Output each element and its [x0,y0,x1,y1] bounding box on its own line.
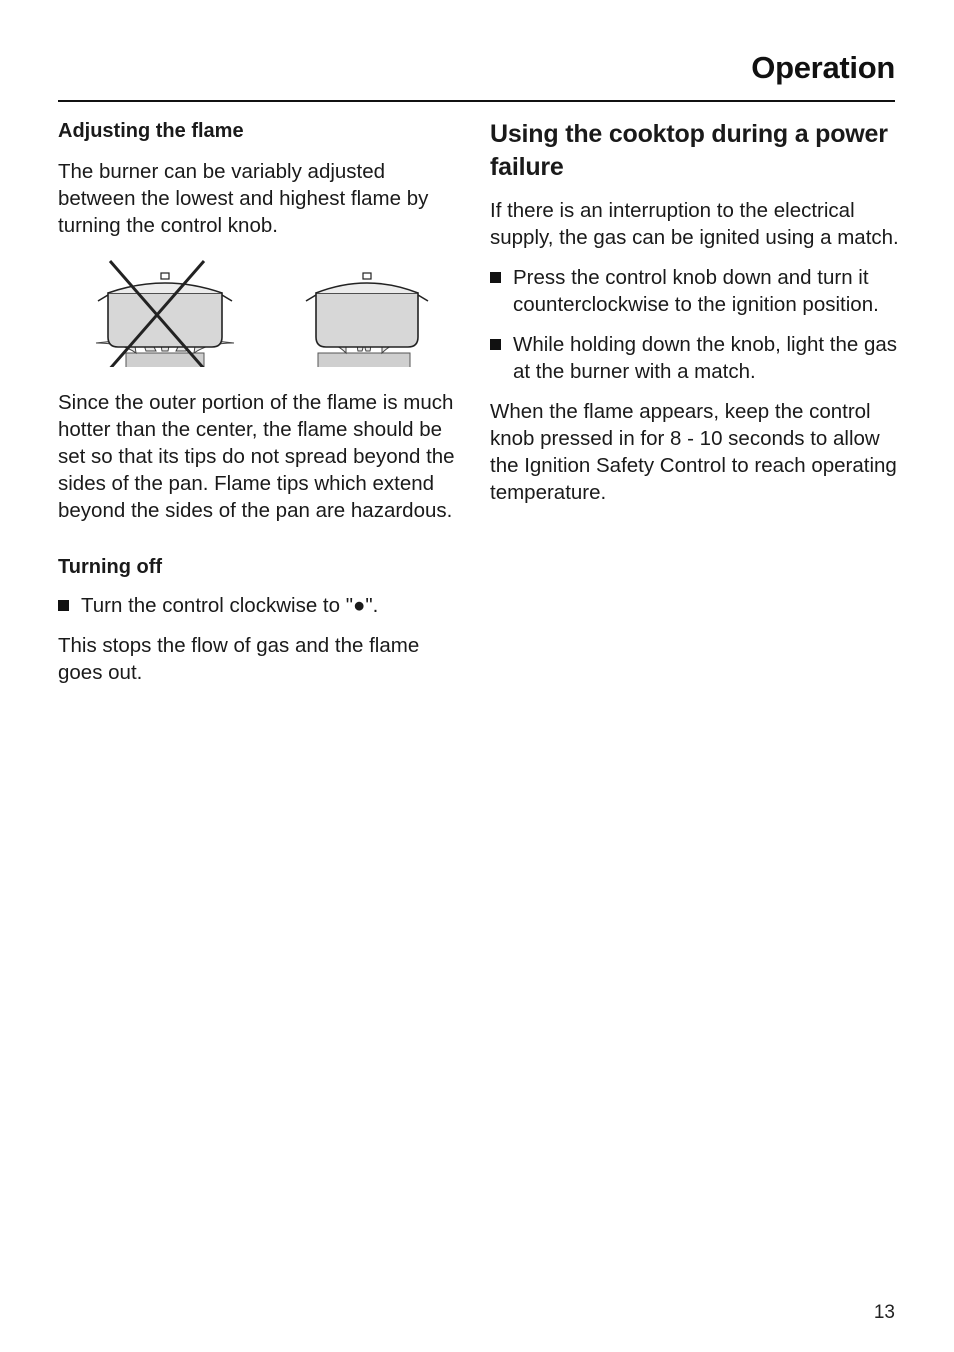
power-failure-step [490,331,900,385]
bullet-square-icon [490,339,501,350]
turning-off-result: This stops the flow of gas and the flame goes out. [58,634,420,684]
power-failure-intro: If there is an interruption to the electrical supply, the gas can be ignited using a match. [490,198,899,249]
flame-illustration [58,255,468,367]
power-failure-step-text: Press the control knob down and turn it counterclockwise to the ignition position. [513,265,879,316]
turning-off-heading: Turning off [58,556,163,578]
power-failure-step [490,264,900,318]
turning-off-step [58,592,468,619]
power-failure-step-text: While holding down the knob, light the gas at the burner with a match. [513,332,898,383]
adjusting-heading: Adjusting the flame [58,120,244,142]
power-failure-note: When the flame appears, keep the control knob pressed in for 8 - 10 seconds to allow the Ignition Safety Control to reach operating temperature. [490,399,897,504]
correct-flame-example [276,273,452,367]
turning-off-step-text: Turn the control clockwise to "●". [81,594,379,617]
header-rule [58,100,895,102]
page-number: 13 [873,1302,895,1323]
adjusting-intro: The burner can be variably adjusted between the lowest and highest flame by turning the control knob. [58,160,429,237]
bullet-square-icon [58,600,69,611]
page-title: Operation [751,50,895,85]
flame-size-diagram [58,255,468,367]
wrong-flame-example [70,261,246,367]
right-column [490,118,900,519]
adjusting-explanation: Since the outer portion of the flame is much hotter than the center, the flame should be set so that its tips do not spread beyond the sides of the pan. Flame tips which extend beyond the sides of the pan are hazardous. [58,391,455,522]
bullet-square-icon [490,272,501,283]
power-failure-heading: Using the cooktop during a power failure [490,120,888,182]
left-column [58,118,468,699]
